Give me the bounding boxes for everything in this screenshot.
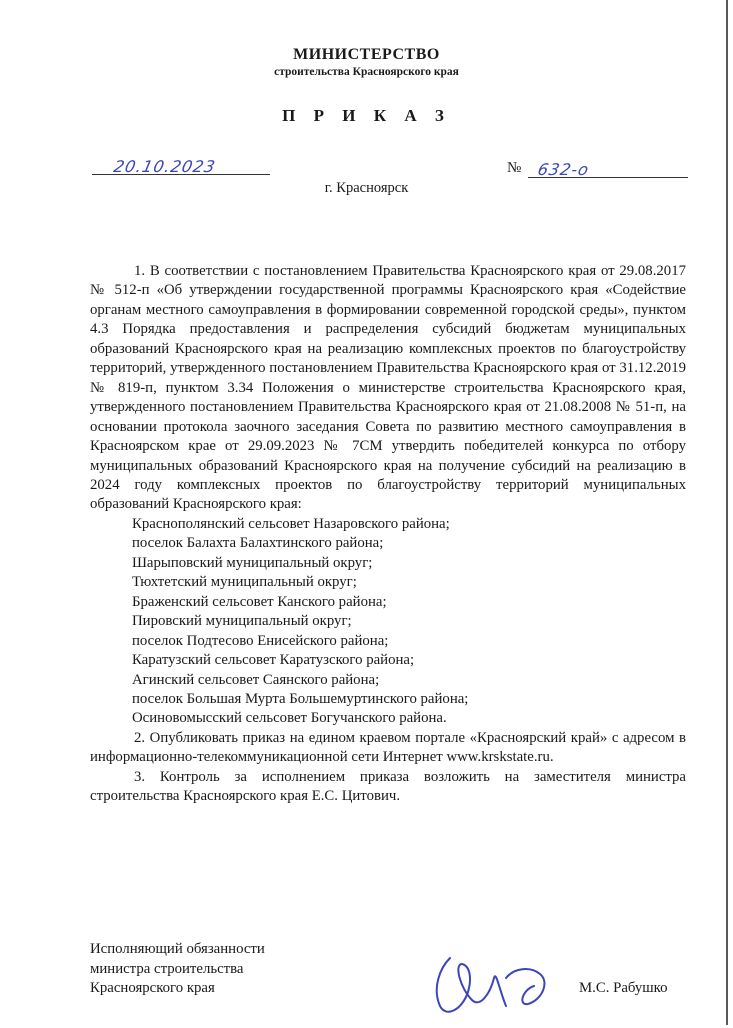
order-date: 20.10.2023 bbox=[111, 157, 218, 176]
list-item: Пировский муниципальный округ; bbox=[132, 613, 352, 630]
list-item: Осиновомысский сельсовет Богучанского района. bbox=[132, 710, 447, 727]
ministry-title: МИНИСТЕРСТВО bbox=[293, 46, 440, 63]
handwritten-signature bbox=[410, 948, 570, 1028]
list-item: Краснополянский сельсовет Назаровского района; bbox=[132, 515, 450, 532]
order-number: 632-о bbox=[535, 160, 592, 179]
list-item: поселок Подтесово Енисейского района; bbox=[132, 632, 389, 649]
signatory-line-1: Исполняющий обязанности bbox=[90, 941, 265, 957]
signatory-name: М.С. Рабушко bbox=[579, 980, 668, 996]
signatory-line-2: министра строительства bbox=[90, 960, 244, 977]
list-item: Браженский сельсовет Канского района; bbox=[132, 593, 387, 610]
paragraph-3: 3. Контроль за исполнением приказа возложить на заместителя министра строительства Красноярского края Е.С. Цитович. bbox=[90, 768, 686, 805]
list-item: поселок Большая Мурта Большемуртинского района; bbox=[132, 690, 469, 707]
list-item: Шарыповский муниципальный округ; bbox=[132, 554, 373, 571]
scan-edge-line bbox=[726, 0, 728, 1025]
number-sign: № bbox=[507, 160, 522, 176]
order-body bbox=[90, 262, 686, 807]
list-item: Тюхтетский муниципальный округ; bbox=[132, 574, 357, 591]
signatory-line-3: Красноярского края bbox=[90, 980, 215, 996]
paragraph-1: 1. В соответствии с постановлением Правительства Красноярского края от 29.08.2017 № 512-п «Об утверждении государственной программы Красноярского края «Содействие органам местного самоуправления в формировании современной городской среды», пунктом 4.3 Порядка предоставления и распределения субсидий бюджетам муниципальных образований Красноярского края на реализацию комплексных проектов по благоустройству территорий, утвержденного постановлением Правительства Красноярского края от 31.12.2019 № 819-п, пунктом 3.34 Положения о министерстве строительства Красноярского края, утвержденного постановлением Правительства Красноярского края от 21.08.2008 № 51-п, на основании протокола заочного заседания Совета по развитию местного самоуправления в Красноярском крае от 29.09.2023 № 7СМ утвердить победителей конкурса по отбору муниципальных образований Красноярского края на получение субсидий на реализацию в 2024 году комплексных проектов по благоустройству территорий муниципальных образований Красноярского края: bbox=[90, 263, 686, 513]
list-item: Каратузский сельсовет Каратузского района; bbox=[132, 652, 415, 669]
winners-list bbox=[90, 515, 686, 729]
signatory-title bbox=[90, 940, 265, 999]
paragraph-2: 2. Опубликовать приказ на едином краевом портале «Красноярский край» с адресом в информационно-телекоммуникационной сети Интернет www.krskstate.ru. bbox=[90, 729, 686, 766]
city: г. Красноярск bbox=[324, 180, 409, 196]
ministry-subtitle: строительства Красноярского края bbox=[274, 66, 459, 78]
list-item: поселок Балахта Балахтинского района; bbox=[132, 535, 384, 552]
list-item: Агинский сельсовет Саянского района; bbox=[132, 671, 380, 688]
order-title: П Р И К А З bbox=[282, 106, 451, 125]
